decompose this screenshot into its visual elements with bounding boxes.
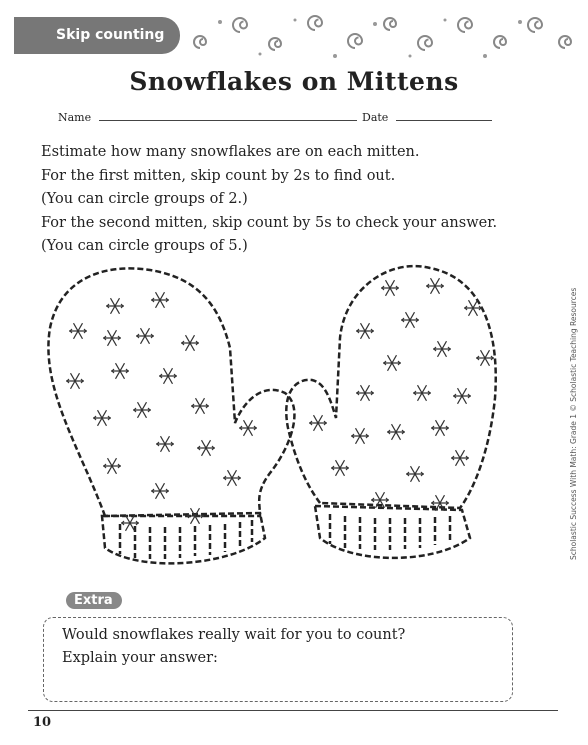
swirl-border-decoration — [180, 10, 580, 60]
extra-badge-label: Extra — [74, 593, 113, 608]
section-tab-label: Skip counting — [56, 27, 165, 43]
instruction-line: Estimate how many snowflakes are on each mitten. — [41, 144, 420, 160]
mittens-illustration — [30, 248, 530, 588]
right-mitten-snowflakes — [309, 278, 494, 511]
instructions — [41, 141, 497, 259]
name-line[interactable] — [99, 110, 357, 121]
page-number: 10 — [33, 715, 52, 730]
instruction-line: For the first mitten, skip count by 2s to find out. — [41, 167, 396, 184]
instruction-line: (You can circle groups of 2.) — [41, 191, 248, 207]
instruction-line: (You can circle groups of 5.) — [41, 238, 248, 254]
right-mitten — [286, 266, 495, 558]
left-mitten-snowflakes — [66, 292, 257, 531]
left-mitten — [48, 268, 294, 563]
date-label: Date — [362, 111, 389, 124]
footer-divider — [28, 710, 558, 711]
extra-answer-box[interactable] — [43, 617, 513, 702]
credit-line — [560, 250, 578, 570]
section-tab — [14, 17, 180, 54]
extra-question: Would snowflakes really wait for you to count? — [62, 627, 406, 643]
date-line[interactable] — [396, 110, 492, 121]
extra-badge — [66, 592, 122, 609]
name-label: Name — [58, 111, 92, 124]
instruction-line: For the second mitten, skip count by 5s to check your answer. — [41, 214, 498, 231]
worksheet-title: Snowflakes on Mittens — [129, 67, 459, 96]
extra-prompt: Explain your answer: — [62, 650, 218, 666]
name-field[interactable] — [58, 110, 357, 124]
credit-text: Scholastic Success With Math: Grade 1 © Scholastic Teaching Resources — [569, 287, 578, 560]
date-field[interactable] — [362, 110, 492, 124]
